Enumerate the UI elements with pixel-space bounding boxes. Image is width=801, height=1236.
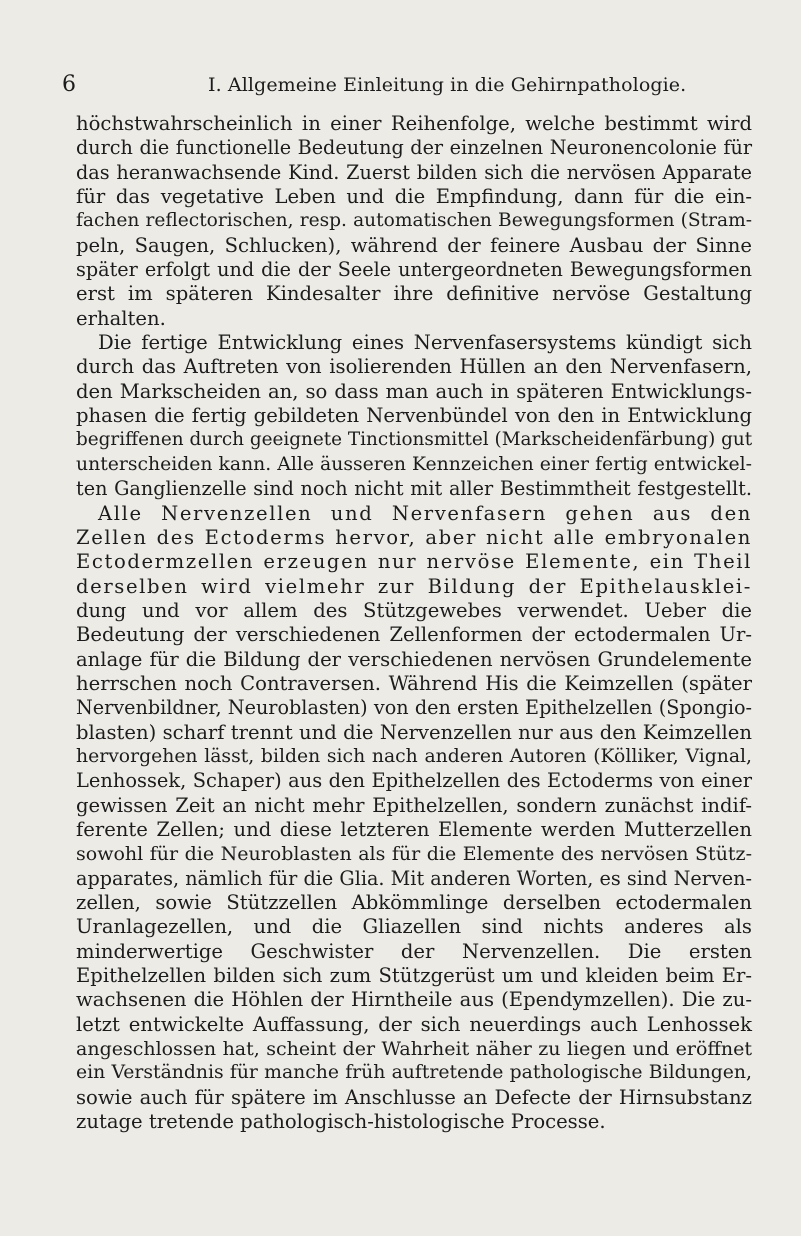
text-line: durch die functionelle Bedeutung der einzelnen Neuronencolonie für <box>76 136 752 160</box>
text-line: Alle Nervenzellen und Nervenfasern gehen aus den <box>98 501 752 525</box>
text-line: Nervenbildner, Neuroblasten) von den ersten Epithelzellen (Spongio- <box>76 696 752 720</box>
text-line: Epithelzellen bilden sich zum Stützgerüst um und kleiden beim Er- <box>76 964 752 988</box>
text-line: später erfolgt und die der Seele untergeordneten Bewegungsformen <box>76 258 752 282</box>
text-line: dung und vor allem des Stützgewebes verwendet. Ueber die <box>76 598 752 622</box>
text-line: ein Verständnis für manche früh auftretende pathologische Bildungen, <box>76 1062 752 1084</box>
text-line: letzt entwickelte Auffassung, der sich neuerdings auch Lenhossek <box>76 1012 752 1036</box>
text-line: herrschen noch Contraversen. Während His die Keimzellen (später <box>76 671 752 695</box>
text-line: das heranwachsende Kind. Zuerst bilden sich die nervösen Apparate <box>76 160 752 184</box>
text-line: unterscheiden kann. Alle äusseren Kennzeichen einer fertig entwickel- <box>76 453 752 475</box>
text-line: Die fertige Entwicklung eines Nervenfasersystems kündigt sich <box>98 331 752 355</box>
text-line: erhalten. <box>76 306 166 330</box>
text-line: durch das Auftreten von isolierenden Hüllen an den Nervenfasern, <box>76 355 752 379</box>
text-line: minderwertige Geschwister der Nervenzellen. Die ersten <box>76 939 752 963</box>
text-line: gewissen Zeit an nicht mehr Epithelzellen, sondern zunächst indif- <box>76 793 752 817</box>
text-line: Zellen des Ectoderms hervor, aber nicht alle embryonalen <box>76 525 752 549</box>
text-line: derselben wird vielmehr zur Bildung der Epithelausklei- <box>76 574 752 598</box>
running-title: I. Allgemeine Einleitung in die Gehirnpathologie. <box>208 74 687 96</box>
text-line: sowohl für die Neuroblasten als für die Elemente des nervösen Stütz- <box>76 843 752 866</box>
text-line: peln, Saugen, Schlucken), während der feinere Ausbau der Sinne <box>76 233 752 257</box>
text-line: angeschlossen hat, scheint der Wahrheit näher zu liegen und eröffnet <box>76 1038 752 1061</box>
text-line: anlage für die Bildung der verschiedenen nervösen Grundelemente <box>76 647 752 671</box>
text-line: Bedeutung der verschiedenen Zellenformen der ectodermalen Ur- <box>76 623 752 647</box>
text-line: wachsenen die Höhlen der Hirntheile aus (Ependymzellen). Die zu- <box>76 988 752 1012</box>
text-line: Ectodermzellen erzeugen nur nervöse Elemente, ein Theil <box>76 550 752 574</box>
page-number: 6 <box>62 72 76 97</box>
text-line: zellen, sowie Stützzellen Abkömmlinge derselben ectodermalen <box>76 891 752 914</box>
text-line: ferente Zellen; und diese letzteren Elemente werden Mutterzellen <box>76 817 752 841</box>
text-line: Uranlagezellen, und die Gliazellen sind nichts anderes als <box>76 915 752 939</box>
text-line: Lenhossek, Schaper) aus den Epithelzellen des Ectoderms von einer <box>76 769 752 793</box>
text-line: apparates, nämlich für die Glia. Mit anderen Worten, es sind Nerven- <box>76 866 752 890</box>
text-line: den Markscheiden an, so dass man auch in späteren Entwicklungs- <box>76 379 752 403</box>
text-line: zutage tretende pathologisch-histologische Processe. <box>76 1110 606 1134</box>
text-line: blasten) scharf trennt und die Nervenzellen nur aus den Keimzellen <box>76 720 752 744</box>
text-line: begriffenen durch geeignete Tinctionsmittel (Markscheidenfärbung) gut <box>76 429 753 451</box>
text-line: sowie auch für spätere im Anschlusse an Defecte der Hirnsubstanz <box>76 1085 752 1109</box>
text-line: fachen reflectorischen, resp. automatischen Bewegungsformen (Stram- <box>76 210 752 232</box>
text-line: höchstwahrscheinlich in einer Reihenfolge, welche bestimmt wird <box>76 112 752 135</box>
text-line: ten Ganglienzelle sind noch nicht mit aller Bestimmtheit festgestellt. <box>76 477 752 501</box>
page-header <box>62 72 752 102</box>
body-text <box>76 112 752 1134</box>
text-line: erst im späteren Kindesalter ihre definitive nervöse Gestaltung <box>76 282 752 306</box>
text-line: für das vegetative Leben und die Empfindung, dann für die ein- <box>76 185 752 209</box>
text-line: hervorgehen lässt, bilden sich nach anderen Autoren (Kölliker, Vignal, <box>76 745 752 767</box>
text-line: phasen die fertig gebildeten Nervenbündel von den in Entwicklung <box>76 404 752 428</box>
